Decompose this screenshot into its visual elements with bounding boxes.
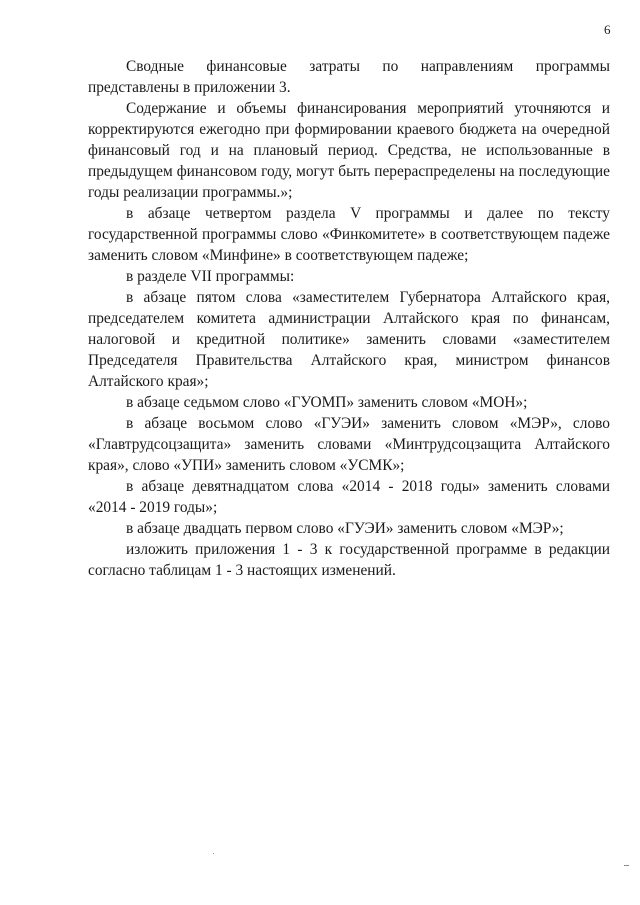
paragraph-fifth-abzac: в абзаце пятом слова «заместителем Губернатора Алтайского края, председателем комитета администрации Алтайского края по финансам, налоговой и кредитной политике» заменить словами «заместителем Председателя Правительства Алтайского края, министром финансов Алтайского края»; bbox=[88, 289, 610, 390]
document-body bbox=[88, 56, 610, 581]
paragraph-financing-adjustment: Содержание и объемы финансирования мероприятий уточняются и корректируются ежегодно при формировании краевого бюджета на очередной финансовый год и на плановый период. Средства, не использованные в предыдущем финансовом году, могут быть перераспределены на последующие годы реализации программы.»; bbox=[88, 100, 610, 201]
paragraph-nineteenth-abzac: в абзаце девятнадцатом слова «2014 - 2018 годы» заменить словами «2014 - 2019 годы»; bbox=[88, 478, 610, 516]
paragraph-section-v-change: в абзаце четвертом раздела V программы и далее по тексту государственной программы слово «Финкомитете» в соответствующем падеже заменить словом «Минфине» в соответствующем падеже; bbox=[88, 205, 610, 264]
paragraph-summary-costs: Сводные финансовые затраты по направлениям программы представлены в приложении 3. bbox=[88, 58, 610, 96]
margin-mark bbox=[624, 865, 629, 866]
scan-artifact bbox=[213, 853, 214, 854]
paragraph-section-vii-heading: в разделе VII программы: bbox=[126, 268, 295, 285]
paragraph-appendices: изложить приложения 1 - 3 к государственной программе в редакции согласно таблицам 1 - 3 настоящих изменений. bbox=[88, 541, 610, 579]
paragraph-eighth-abzac: в абзаце восьмом слово «ГУЭИ» заменить словом «МЭР», слово «Главтрудсоцзащита» заменить словами «Минтрудсоцзащита Алтайского края», слово «УПИ» заменить словом «УСМК»; bbox=[88, 415, 610, 474]
paragraph-twenty-first-abzac: в абзаце двадцать первом слово «ГУЭИ» заменить словом «МЭР»; bbox=[126, 520, 564, 537]
paragraph-seventh-abzac: в абзаце седьмом слово «ГУОМП» заменить словом «МОН»; bbox=[126, 394, 528, 411]
page-number: 6 bbox=[604, 22, 611, 37]
